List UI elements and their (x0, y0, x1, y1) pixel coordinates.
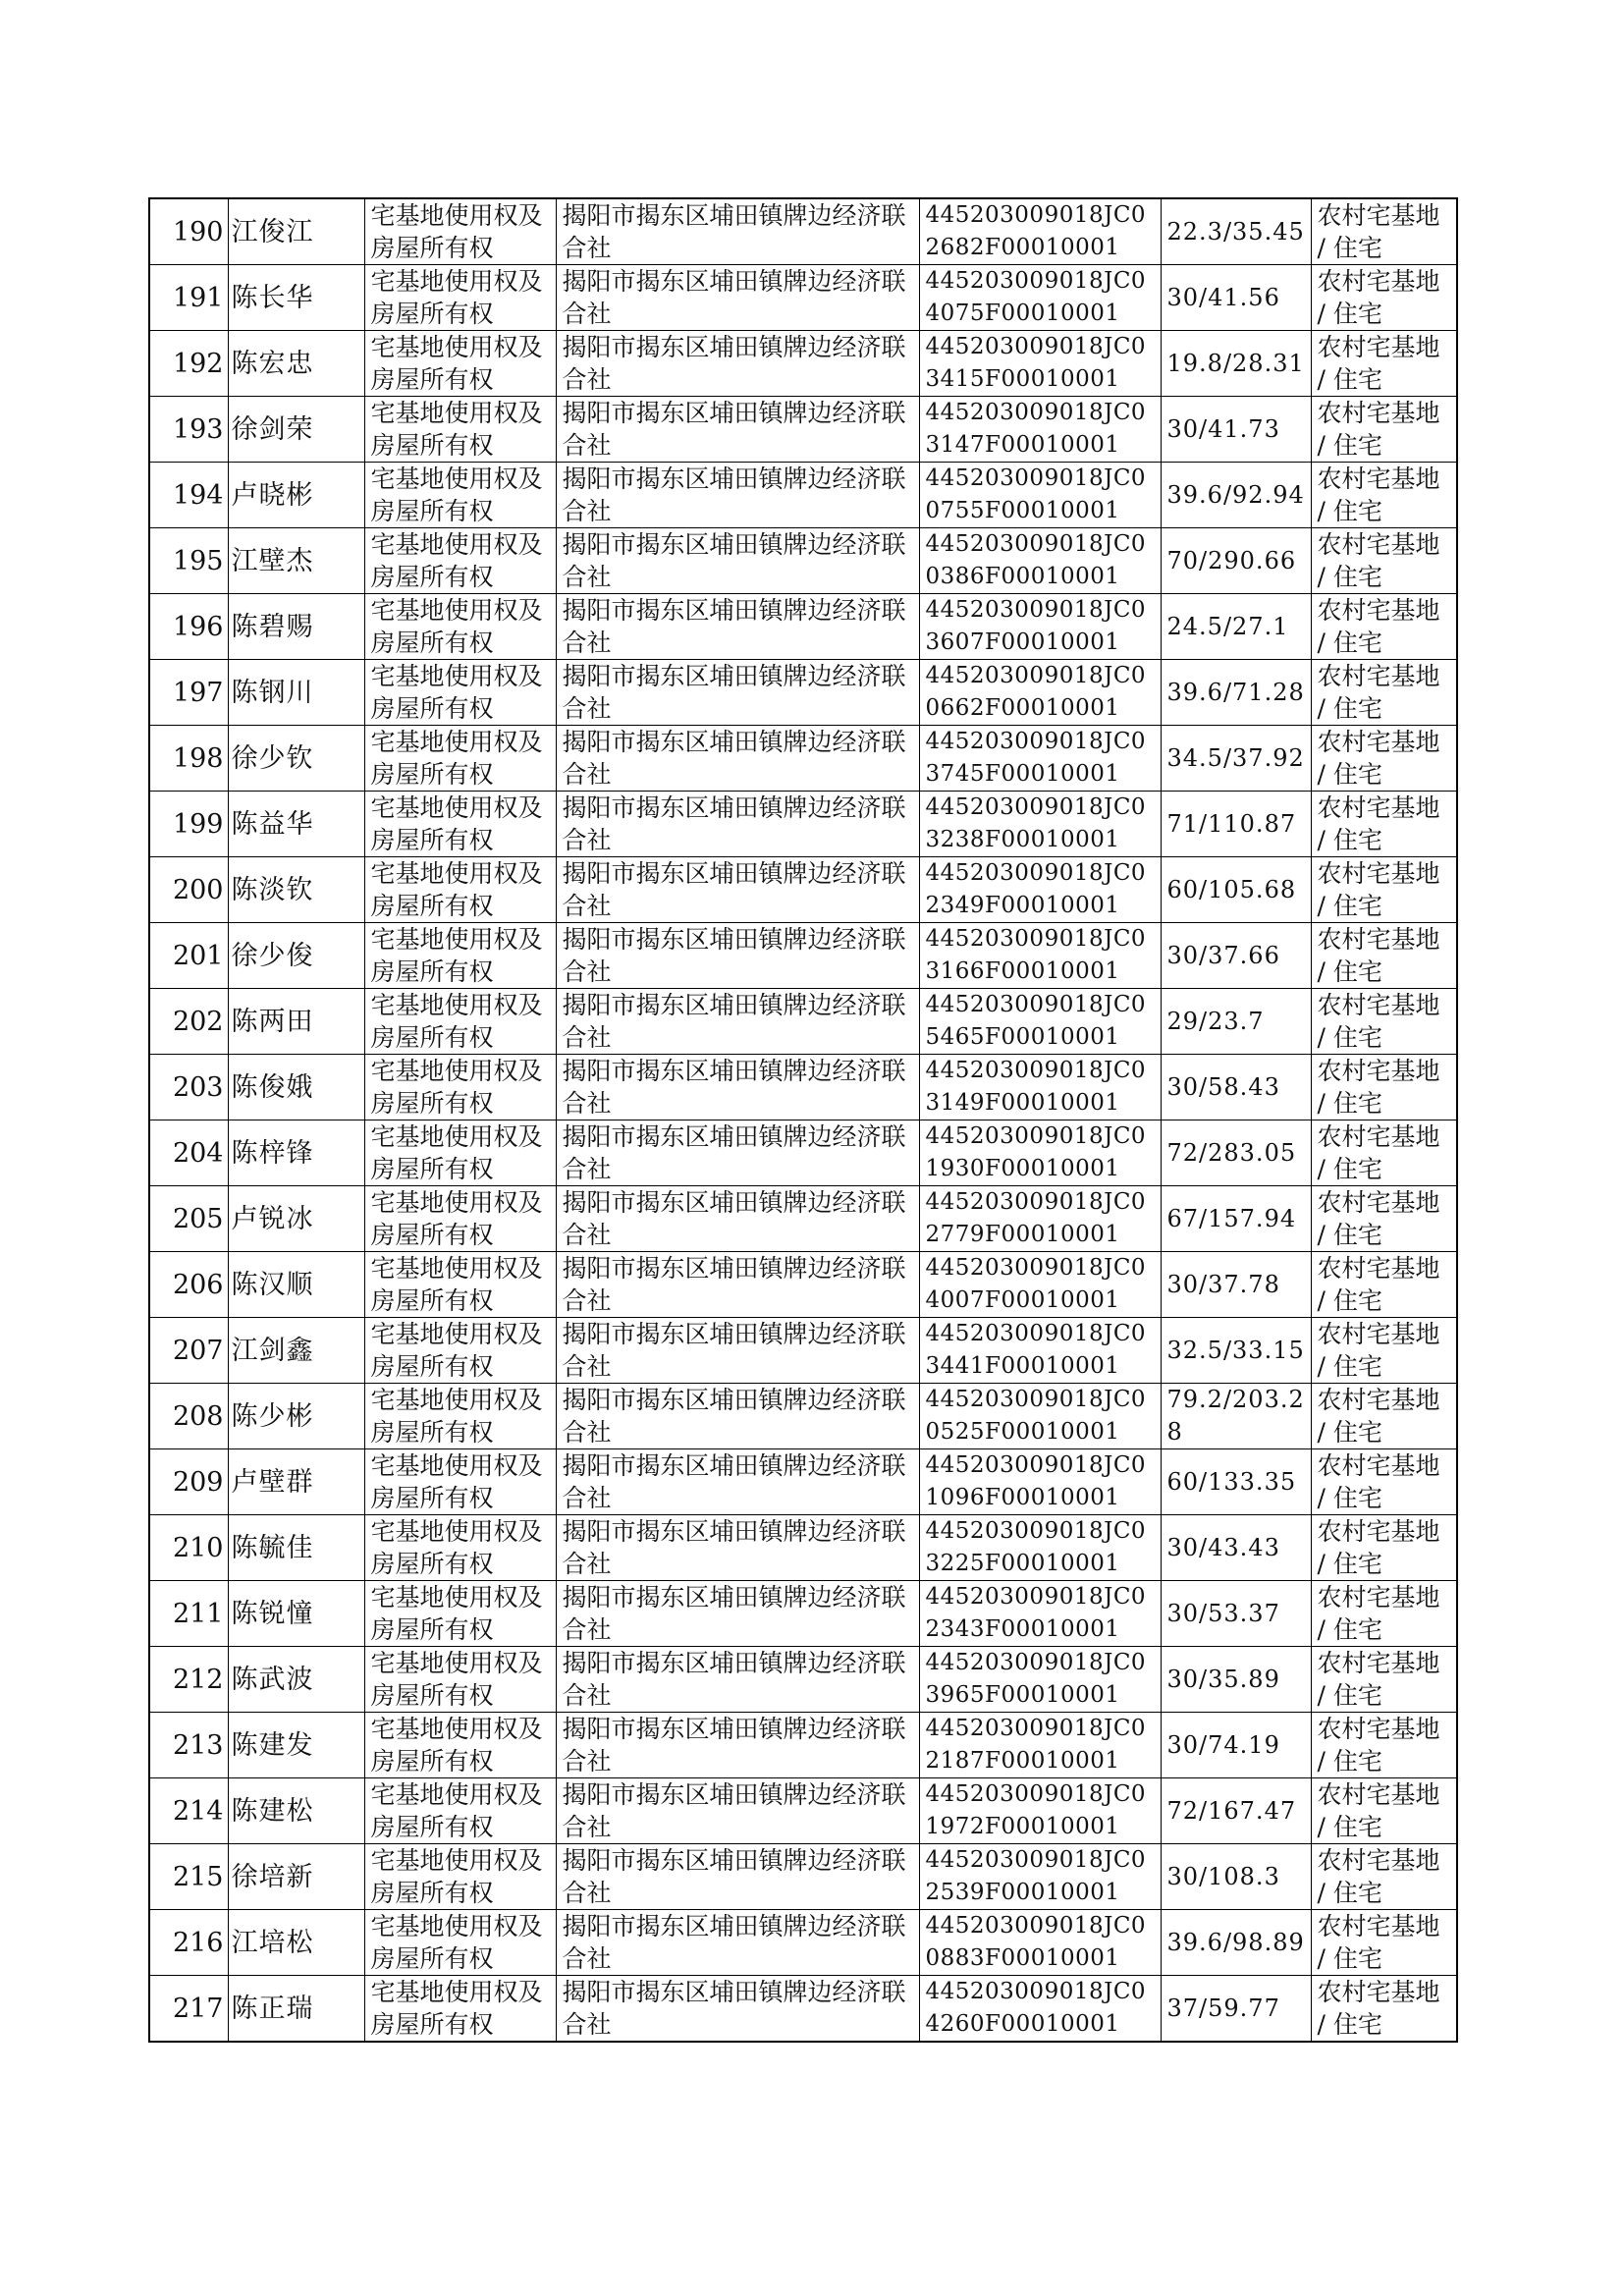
table-row (149, 1384, 1457, 1449)
owner-name-cell: 徐剑荣 (228, 397, 364, 463)
land-use-cell: 农村宅基地 / 住宅 (1311, 1910, 1457, 1976)
land-use-cell: 农村宅基地 / 住宅 (1311, 1581, 1457, 1647)
land-use-cell: 农村宅基地 / 住宅 (1311, 1252, 1457, 1318)
right-type-cell: 宅基地使用权及房屋所有权 (364, 726, 556, 792)
owner-name-cell: 陈武波 (228, 1647, 364, 1713)
table-row (149, 1976, 1457, 2043)
table-row (149, 660, 1457, 726)
collective-owner-cell: 揭阳市揭东区埔田镇牌边经济联合社 (556, 1581, 919, 1647)
unit-code-cell: 445203009018JC00662F00010001 (919, 660, 1161, 726)
collective-owner-cell: 揭阳市揭东区埔田镇牌边经济联合社 (556, 1910, 919, 1976)
unit-code-cell: 445203009018JC04260F00010001 (919, 1976, 1161, 2043)
unit-code-cell: 445203009018JC01972F00010001 (919, 1778, 1161, 1844)
collective-owner-cell: 揭阳市揭东区埔田镇牌边经济联合社 (556, 792, 919, 857)
unit-code-cell: 445203009018JC03225F00010001 (919, 1515, 1161, 1581)
area-cell: 67/157.94 (1161, 1186, 1311, 1252)
row-number-cell: 216 (149, 1910, 228, 1976)
land-use-cell: 农村宅基地 / 住宅 (1311, 1384, 1457, 1449)
row-number-cell: 197 (149, 660, 228, 726)
unit-code-cell: 445203009018JC03149F00010001 (919, 1055, 1161, 1120)
table-body (149, 198, 1457, 2042)
area-cell: 39.6/71.28 (1161, 660, 1311, 726)
right-type-cell: 宅基地使用权及房屋所有权 (364, 1318, 556, 1384)
row-number-cell: 190 (149, 198, 228, 265)
area-cell: 79.2/203.28 (1161, 1384, 1311, 1449)
table-row (149, 1581, 1457, 1647)
land-use-cell: 农村宅基地 / 住宅 (1311, 1976, 1457, 2043)
table-row (149, 594, 1457, 660)
collective-owner-cell: 揭阳市揭东区埔田镇牌边经济联合社 (556, 1449, 919, 1515)
collective-owner-cell: 揭阳市揭东区埔田镇牌边经济联合社 (556, 1384, 919, 1449)
land-use-cell: 农村宅基地 / 住宅 (1311, 265, 1457, 331)
unit-code-cell: 445203009018JC03238F00010001 (919, 792, 1161, 857)
area-cell: 30/37.78 (1161, 1252, 1311, 1318)
area-cell: 24.5/27.1 (1161, 594, 1311, 660)
area-cell: 30/37.66 (1161, 923, 1311, 989)
row-number-cell: 210 (149, 1515, 228, 1581)
right-type-cell: 宅基地使用权及房屋所有权 (364, 528, 556, 594)
collective-owner-cell: 揭阳市揭东区埔田镇牌边经济联合社 (556, 594, 919, 660)
collective-owner-cell: 揭阳市揭东区埔田镇牌边经济联合社 (556, 923, 919, 989)
owner-name-cell: 陈锐憧 (228, 1581, 364, 1647)
land-use-cell: 农村宅基地 / 住宅 (1311, 726, 1457, 792)
table-row (149, 1449, 1457, 1515)
right-type-cell: 宅基地使用权及房屋所有权 (364, 397, 556, 463)
row-number-cell: 214 (149, 1778, 228, 1844)
row-number-cell: 195 (149, 528, 228, 594)
owner-name-cell: 陈钢川 (228, 660, 364, 726)
collective-owner-cell: 揭阳市揭东区埔田镇牌边经济联合社 (556, 989, 919, 1055)
unit-code-cell: 445203009018JC03166F00010001 (919, 923, 1161, 989)
unit-code-cell: 445203009018JC03147F00010001 (919, 397, 1161, 463)
collective-owner-cell: 揭阳市揭东区埔田镇牌边经济联合社 (556, 1976, 919, 2043)
owner-name-cell: 徐培新 (228, 1844, 364, 1910)
unit-code-cell: 445203009018JC01930F00010001 (919, 1120, 1161, 1186)
table-row (149, 1120, 1457, 1186)
row-number-cell: 194 (149, 463, 228, 528)
table-row (149, 1186, 1457, 1252)
right-type-cell: 宅基地使用权及房屋所有权 (364, 1910, 556, 1976)
area-cell: 30/53.37 (1161, 1581, 1311, 1647)
table-row (149, 923, 1457, 989)
table-row (149, 1910, 1457, 1976)
right-type-cell: 宅基地使用权及房屋所有权 (364, 1976, 556, 2043)
right-type-cell: 宅基地使用权及房屋所有权 (364, 1186, 556, 1252)
owner-name-cell: 陈汉顺 (228, 1252, 364, 1318)
owner-name-cell: 陈长华 (228, 265, 364, 331)
land-use-cell: 农村宅基地 / 住宅 (1311, 989, 1457, 1055)
right-type-cell: 宅基地使用权及房屋所有权 (364, 792, 556, 857)
right-type-cell: 宅基地使用权及房屋所有权 (364, 1647, 556, 1713)
row-number-cell: 213 (149, 1713, 228, 1778)
land-use-cell: 农村宅基地 / 住宅 (1311, 1515, 1457, 1581)
unit-code-cell: 445203009018JC04007F00010001 (919, 1252, 1161, 1318)
area-cell: 32.5/33.15 (1161, 1318, 1311, 1384)
area-cell: 19.8/28.31 (1161, 331, 1311, 397)
owner-name-cell: 江剑鑫 (228, 1318, 364, 1384)
row-number-cell: 191 (149, 265, 228, 331)
unit-code-cell: 445203009018JC02779F00010001 (919, 1186, 1161, 1252)
unit-code-cell: 445203009018JC02539F00010001 (919, 1844, 1161, 1910)
row-number-cell: 193 (149, 397, 228, 463)
land-use-cell: 农村宅基地 / 住宅 (1311, 1713, 1457, 1778)
row-number-cell: 192 (149, 331, 228, 397)
area-cell: 34.5/37.92 (1161, 726, 1311, 792)
right-type-cell: 宅基地使用权及房屋所有权 (364, 1515, 556, 1581)
row-number-cell: 203 (149, 1055, 228, 1120)
collective-owner-cell: 揭阳市揭东区埔田镇牌边经济联合社 (556, 1647, 919, 1713)
land-use-cell: 农村宅基地 / 住宅 (1311, 1449, 1457, 1515)
owner-name-cell: 江培松 (228, 1910, 364, 1976)
table-row (149, 528, 1457, 594)
owner-name-cell: 陈淡钦 (228, 857, 364, 923)
unit-code-cell: 445203009018JC02682F00010001 (919, 198, 1161, 265)
right-type-cell: 宅基地使用权及房屋所有权 (364, 331, 556, 397)
area-cell: 39.6/98.89 (1161, 1910, 1311, 1976)
land-use-cell: 农村宅基地 / 住宅 (1311, 1647, 1457, 1713)
collective-owner-cell: 揭阳市揭东区埔田镇牌边经济联合社 (556, 1120, 919, 1186)
area-cell: 60/105.68 (1161, 857, 1311, 923)
table-row (149, 726, 1457, 792)
owner-name-cell: 陈梓锋 (228, 1120, 364, 1186)
area-cell: 37/59.77 (1161, 1976, 1311, 2043)
collective-owner-cell: 揭阳市揭东区埔田镇牌边经济联合社 (556, 463, 919, 528)
area-cell: 29/23.7 (1161, 989, 1311, 1055)
collective-owner-cell: 揭阳市揭东区埔田镇牌边经济联合社 (556, 1515, 919, 1581)
table-row (149, 1647, 1457, 1713)
collective-owner-cell: 揭阳市揭东区埔田镇牌边经济联合社 (556, 265, 919, 331)
land-use-cell: 农村宅基地 / 住宅 (1311, 528, 1457, 594)
owner-name-cell: 徐少俊 (228, 923, 364, 989)
collective-owner-cell: 揭阳市揭东区埔田镇牌边经济联合社 (556, 528, 919, 594)
owner-name-cell: 陈建松 (228, 1778, 364, 1844)
right-type-cell: 宅基地使用权及房屋所有权 (364, 857, 556, 923)
right-type-cell: 宅基地使用权及房屋所有权 (364, 1844, 556, 1910)
table-row (149, 463, 1457, 528)
owner-name-cell: 卢壁群 (228, 1449, 364, 1515)
area-cell: 72/283.05 (1161, 1120, 1311, 1186)
owner-name-cell: 江壁杰 (228, 528, 364, 594)
row-number-cell: 202 (149, 989, 228, 1055)
unit-code-cell: 445203009018JC02343F00010001 (919, 1581, 1161, 1647)
right-type-cell: 宅基地使用权及房屋所有权 (364, 1449, 556, 1515)
owner-name-cell: 陈碧赐 (228, 594, 364, 660)
owner-name-cell: 江俊江 (228, 198, 364, 265)
collective-owner-cell: 揭阳市揭东区埔田镇牌边经济联合社 (556, 726, 919, 792)
area-cell: 30/58.43 (1161, 1055, 1311, 1120)
owner-name-cell: 陈毓佳 (228, 1515, 364, 1581)
land-use-cell: 农村宅基地 / 住宅 (1311, 857, 1457, 923)
right-type-cell: 宅基地使用权及房屋所有权 (364, 989, 556, 1055)
row-number-cell: 215 (149, 1844, 228, 1910)
unit-code-cell: 445203009018JC05465F00010001 (919, 989, 1161, 1055)
area-cell: 30/35.89 (1161, 1647, 1311, 1713)
row-number-cell: 205 (149, 1186, 228, 1252)
row-number-cell: 211 (149, 1581, 228, 1647)
owner-name-cell: 陈宏忠 (228, 331, 364, 397)
table-row (149, 198, 1457, 265)
land-use-cell: 农村宅基地 / 住宅 (1311, 1844, 1457, 1910)
area-cell: 30/41.73 (1161, 397, 1311, 463)
collective-owner-cell: 揭阳市揭东区埔田镇牌边经济联合社 (556, 1252, 919, 1318)
owner-name-cell: 陈建发 (228, 1713, 364, 1778)
collective-owner-cell: 揭阳市揭东区埔田镇牌边经济联合社 (556, 1778, 919, 1844)
owner-name-cell: 卢锐冰 (228, 1186, 364, 1252)
right-type-cell: 宅基地使用权及房屋所有权 (364, 1778, 556, 1844)
table-row (149, 989, 1457, 1055)
owner-name-cell: 陈正瑞 (228, 1976, 364, 2043)
table-row (149, 857, 1457, 923)
area-cell: 30/43.43 (1161, 1515, 1311, 1581)
owner-name-cell: 陈俊娥 (228, 1055, 364, 1120)
row-number-cell: 196 (149, 594, 228, 660)
collective-owner-cell: 揭阳市揭东区埔田镇牌边经济联合社 (556, 331, 919, 397)
owner-name-cell: 陈少彬 (228, 1384, 364, 1449)
table-row (149, 792, 1457, 857)
row-number-cell: 201 (149, 923, 228, 989)
owner-name-cell: 陈益华 (228, 792, 364, 857)
area-cell: 22.3/35.45 (1161, 198, 1311, 265)
unit-code-cell: 445203009018JC02187F00010001 (919, 1713, 1161, 1778)
unit-code-cell: 445203009018JC04075F00010001 (919, 265, 1161, 331)
right-type-cell: 宅基地使用权及房屋所有权 (364, 198, 556, 265)
row-number-cell: 206 (149, 1252, 228, 1318)
table-row (149, 1515, 1457, 1581)
right-type-cell: 宅基地使用权及房屋所有权 (364, 1581, 556, 1647)
table-row (149, 397, 1457, 463)
land-use-cell: 农村宅基地 / 住宅 (1311, 397, 1457, 463)
collective-owner-cell: 揭阳市揭东区埔田镇牌边经济联合社 (556, 1055, 919, 1120)
land-use-cell: 农村宅基地 / 住宅 (1311, 1318, 1457, 1384)
owner-name-cell: 徐少钦 (228, 726, 364, 792)
right-type-cell: 宅基地使用权及房屋所有权 (364, 1252, 556, 1318)
collective-owner-cell: 揭阳市揭东区埔田镇牌边经济联合社 (556, 1844, 919, 1910)
unit-code-cell: 445203009018JC00755F00010001 (919, 463, 1161, 528)
table-row (149, 1252, 1457, 1318)
unit-code-cell: 445203009018JC03965F00010001 (919, 1647, 1161, 1713)
unit-code-cell: 445203009018JC01096F00010001 (919, 1449, 1161, 1515)
unit-code-cell: 445203009018JC00883F00010001 (919, 1910, 1161, 1976)
table-row (149, 1778, 1457, 1844)
collective-owner-cell: 揭阳市揭东区埔田镇牌边经济联合社 (556, 857, 919, 923)
row-number-cell: 198 (149, 726, 228, 792)
area-cell: 70/290.66 (1161, 528, 1311, 594)
area-cell: 39.6/92.94 (1161, 463, 1311, 528)
area-cell: 71/110.87 (1161, 792, 1311, 857)
row-number-cell: 200 (149, 857, 228, 923)
unit-code-cell: 445203009018JC00386F00010001 (919, 528, 1161, 594)
unit-code-cell: 445203009018JC02349F00010001 (919, 857, 1161, 923)
table-row (149, 1713, 1457, 1778)
right-type-cell: 宅基地使用权及房屋所有权 (364, 1055, 556, 1120)
area-cell: 60/133.35 (1161, 1449, 1311, 1515)
unit-code-cell: 445203009018JC03415F00010001 (919, 331, 1161, 397)
land-use-cell: 农村宅基地 / 住宅 (1311, 792, 1457, 857)
registration-table (148, 197, 1458, 2043)
right-type-cell: 宅基地使用权及房屋所有权 (364, 1120, 556, 1186)
right-type-cell: 宅基地使用权及房屋所有权 (364, 265, 556, 331)
right-type-cell: 宅基地使用权及房屋所有权 (364, 1384, 556, 1449)
collective-owner-cell: 揭阳市揭东区埔田镇牌边经济联合社 (556, 660, 919, 726)
table-row (149, 1055, 1457, 1120)
row-number-cell: 199 (149, 792, 228, 857)
area-cell: 30/108.3 (1161, 1844, 1311, 1910)
land-use-cell: 农村宅基地 / 住宅 (1311, 1186, 1457, 1252)
row-number-cell: 209 (149, 1449, 228, 1515)
owner-name-cell: 陈两田 (228, 989, 364, 1055)
collective-owner-cell: 揭阳市揭东区埔田镇牌边经济联合社 (556, 1186, 919, 1252)
table-row (149, 265, 1457, 331)
area-cell: 30/41.56 (1161, 265, 1311, 331)
row-number-cell: 208 (149, 1384, 228, 1449)
row-number-cell: 204 (149, 1120, 228, 1186)
collective-owner-cell: 揭阳市揭东区埔田镇牌边经济联合社 (556, 397, 919, 463)
unit-code-cell: 445203009018JC03745F00010001 (919, 726, 1161, 792)
land-use-cell: 农村宅基地 / 住宅 (1311, 1055, 1457, 1120)
row-number-cell: 207 (149, 1318, 228, 1384)
land-use-cell: 农村宅基地 / 住宅 (1311, 198, 1457, 265)
collective-owner-cell: 揭阳市揭东区埔田镇牌边经济联合社 (556, 198, 919, 265)
right-type-cell: 宅基地使用权及房屋所有权 (364, 1713, 556, 1778)
unit-code-cell: 445203009018JC03607F00010001 (919, 594, 1161, 660)
land-use-cell: 农村宅基地 / 住宅 (1311, 1120, 1457, 1186)
land-use-cell: 农村宅基地 / 住宅 (1311, 923, 1457, 989)
right-type-cell: 宅基地使用权及房屋所有权 (364, 660, 556, 726)
table-row (149, 1318, 1457, 1384)
row-number-cell: 217 (149, 1976, 228, 2043)
table-row (149, 1844, 1457, 1910)
owner-name-cell: 卢晓彬 (228, 463, 364, 528)
land-use-cell: 农村宅基地 / 住宅 (1311, 1778, 1457, 1844)
right-type-cell: 宅基地使用权及房屋所有权 (364, 923, 556, 989)
land-use-cell: 农村宅基地 / 住宅 (1311, 463, 1457, 528)
area-cell: 72/167.47 (1161, 1778, 1311, 1844)
right-type-cell: 宅基地使用权及房屋所有权 (364, 594, 556, 660)
row-number-cell: 212 (149, 1647, 228, 1713)
table-row (149, 331, 1457, 397)
land-use-cell: 农村宅基地 / 住宅 (1311, 660, 1457, 726)
unit-code-cell: 445203009018JC00525F00010001 (919, 1384, 1161, 1449)
collective-owner-cell: 揭阳市揭东区埔田镇牌边经济联合社 (556, 1713, 919, 1778)
unit-code-cell: 445203009018JC03441F00010001 (919, 1318, 1161, 1384)
land-use-cell: 农村宅基地 / 住宅 (1311, 331, 1457, 397)
area-cell: 30/74.19 (1161, 1713, 1311, 1778)
land-use-cell: 农村宅基地 / 住宅 (1311, 594, 1457, 660)
collective-owner-cell: 揭阳市揭东区埔田镇牌边经济联合社 (556, 1318, 919, 1384)
right-type-cell: 宅基地使用权及房屋所有权 (364, 463, 556, 528)
